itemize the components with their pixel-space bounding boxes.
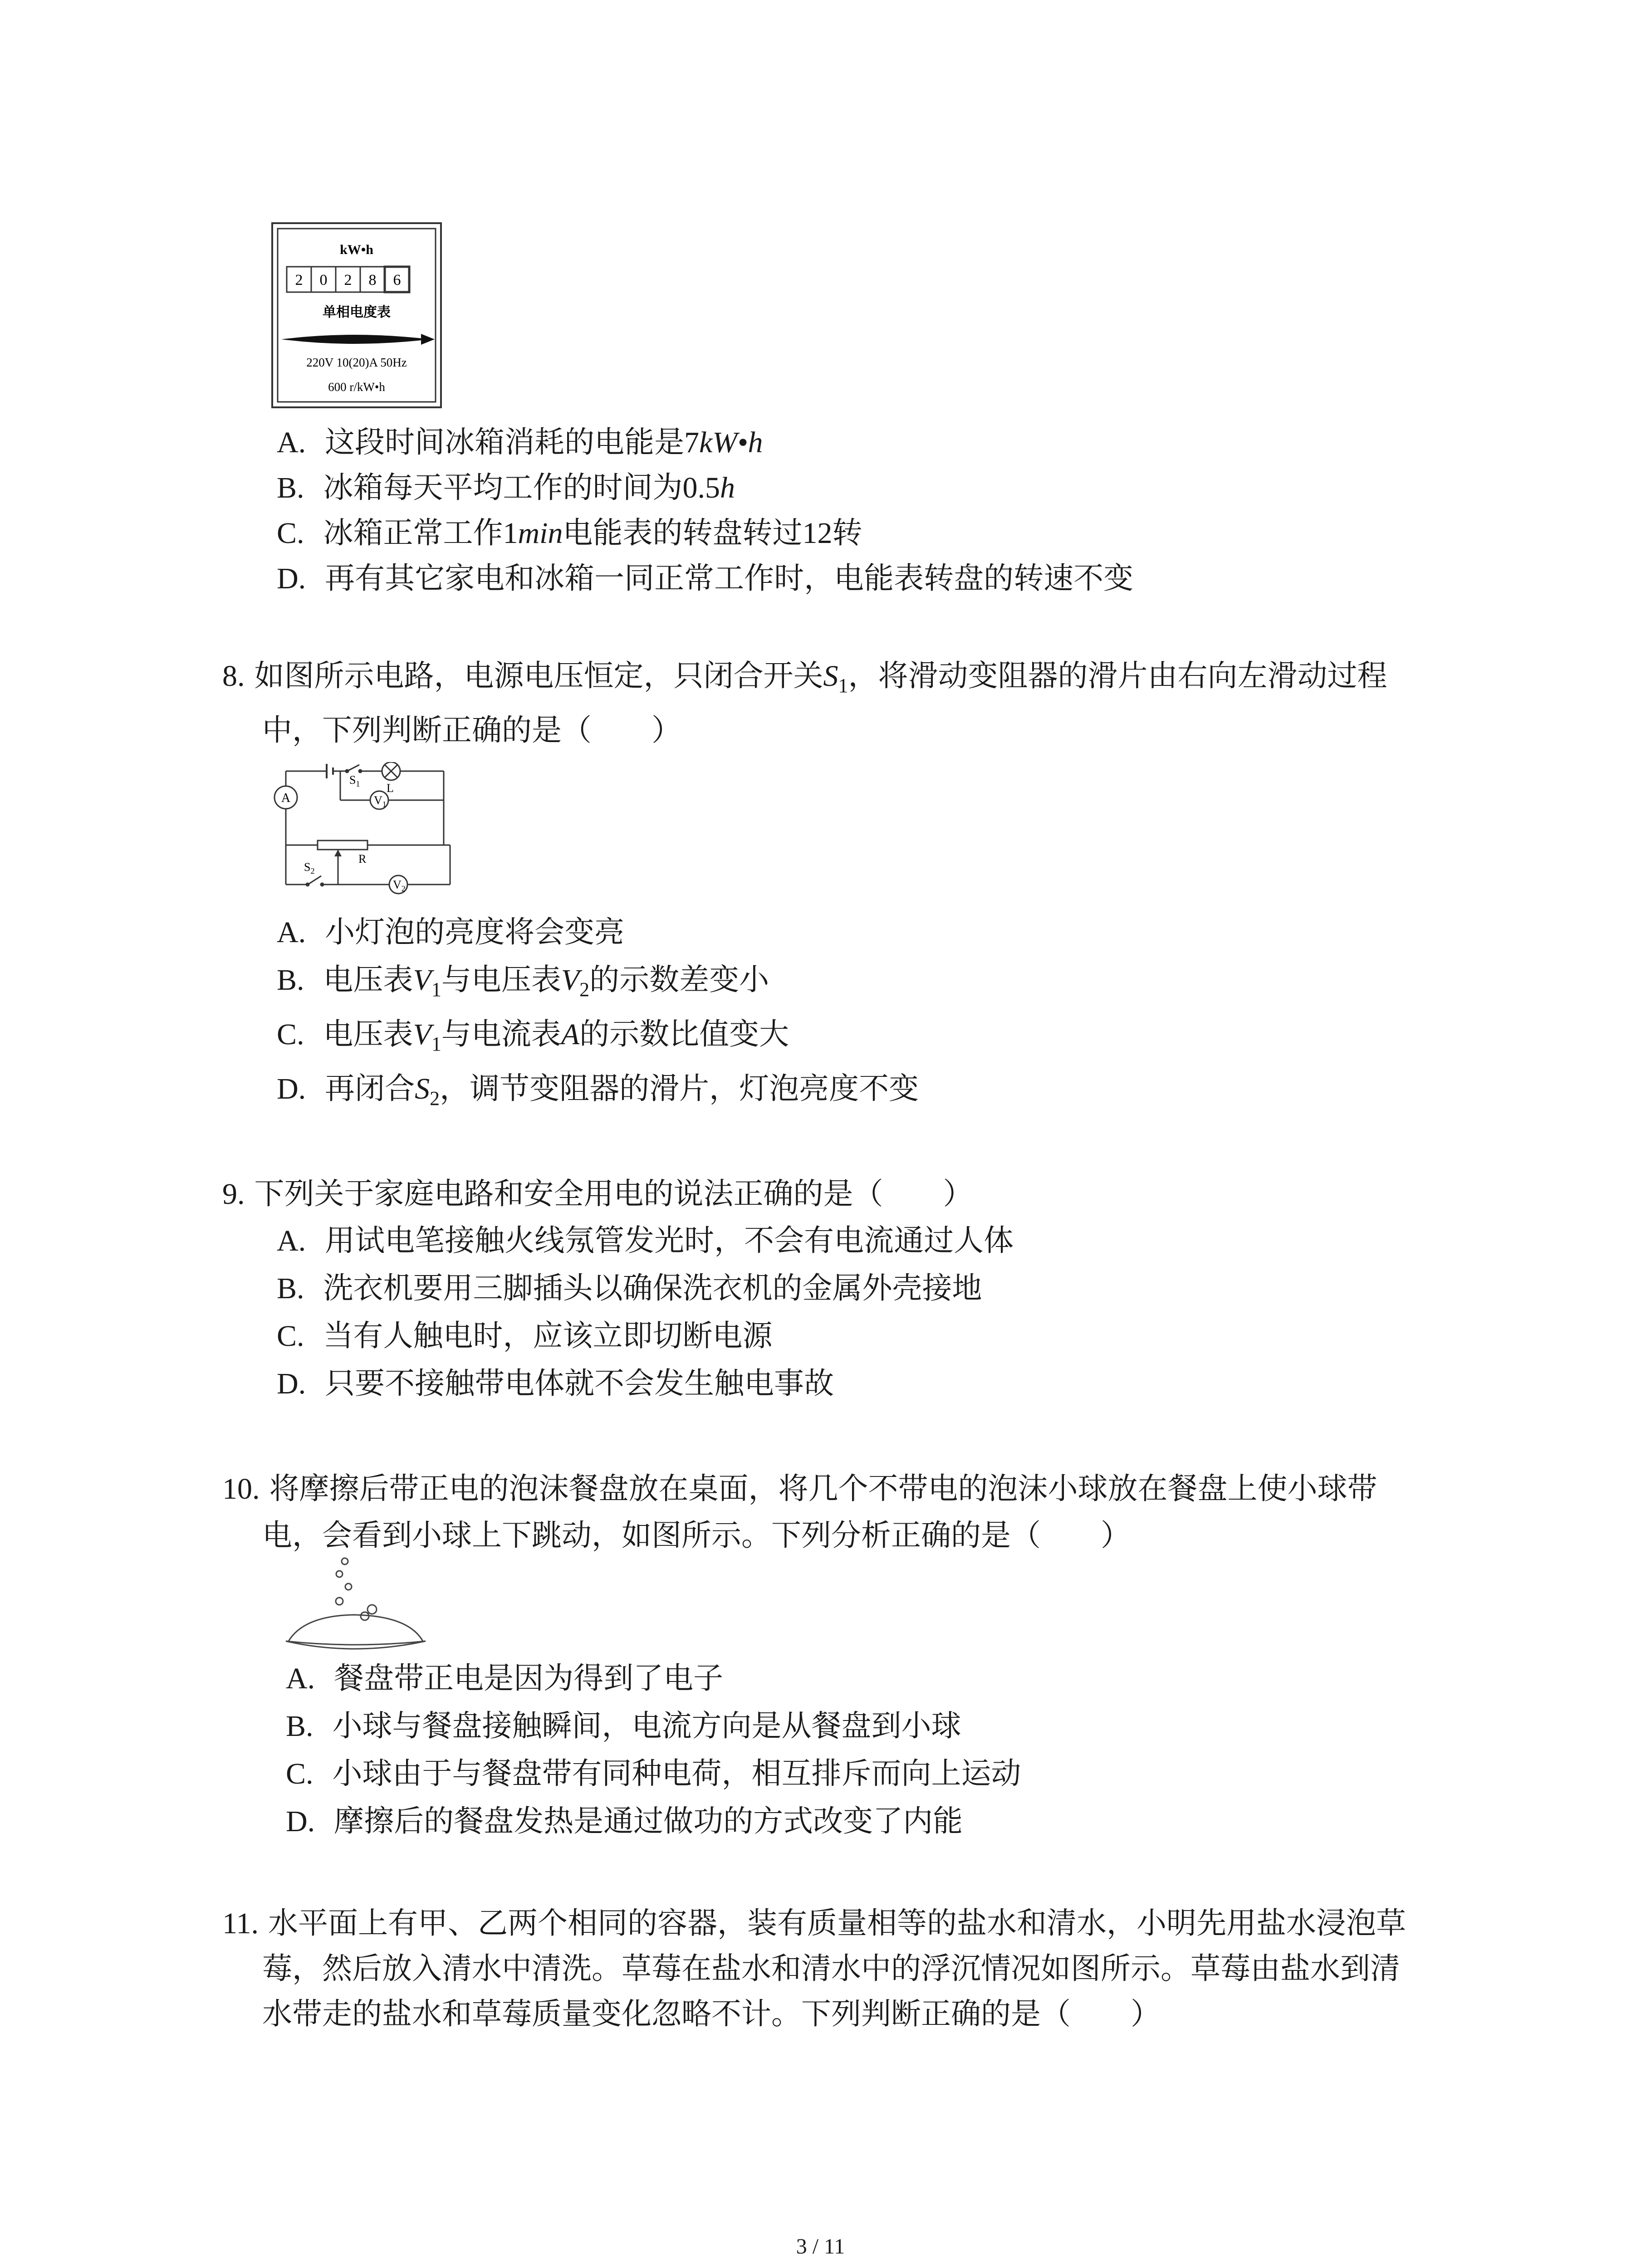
- q10-stem-line-1: 10. 将摩擦后带正电的泡沫餐盘放在桌面，将几个不带电的泡沫小球放在餐盘上使小球带: [222, 1471, 1377, 1506]
- q9-option-b: B. 洗衣机要用三脚插头以确保洗衣机的金属外壳接地: [277, 1271, 982, 1305]
- meter-digit-2: 0: [319, 272, 328, 288]
- q9-option-c: C. 当有人触电时，应该立即切断电源: [277, 1318, 773, 1353]
- q7-option-b: B. 冰箱每天平均工作的时间为0.5h: [277, 470, 735, 505]
- s1-label: $S_1$: [349, 773, 360, 788]
- meter-unit: kW•h: [340, 242, 373, 257]
- lamp-label: L: [387, 782, 394, 795]
- q11-stem-line-1: 11. 水平面上有甲、乙两个相同的容器，装有质量相等的盐水和清水，小明先用盐水浸泡草: [222, 1906, 1406, 1941]
- q8-stem-line-2: 中，下列判断正确的是（ ）: [262, 713, 681, 748]
- q9-option-d: D. 只要不接触带电体就不会发生触电事故: [277, 1366, 834, 1401]
- s2-label: $S_2$: [304, 860, 315, 875]
- q10-plate-figure: [277, 1556, 431, 1656]
- q11-stem-line-2: 莓，然后放入清水中清洗。草莓在盐水和清水中的浮沉情况如图所示。草莓由盐水到清: [262, 1951, 1400, 1986]
- q10-option-c: C. 小球由于与餐盘带有同种电荷，相互排斥而向上运动: [286, 1756, 1021, 1791]
- meter-title: 单相电度表: [323, 304, 391, 320]
- ammeter-label: A: [281, 791, 291, 805]
- meter-digit-5: 6: [393, 272, 401, 288]
- q10-option-a: A. 餐盘带正电是因为得到了电子: [286, 1661, 724, 1696]
- q10-option-d: D. 摩擦后的餐盘发热是通过做功的方式改变了内能: [286, 1804, 963, 1838]
- q7-option-c: C. 冰箱正常工作1min电能表的转盘转过12转: [277, 515, 862, 550]
- meter-digit-3: 2: [344, 272, 352, 288]
- q8-option-d: D. 再闭合$S_2$，调节变阻器的滑片，灯泡亮度不变: [277, 1071, 919, 1110]
- meter-arrow: [281, 335, 430, 344]
- q9-stem: 9. 下列关于家庭电路和安全用电的说法正确的是（ ）: [222, 1176, 973, 1211]
- meter-digit-1: 2: [295, 272, 303, 288]
- meter-digit-4: 8: [368, 272, 377, 288]
- q7-option-a: A. 这段时间冰箱消耗的电能是7kW•h: [277, 425, 763, 459]
- page-number: 3 / 11: [796, 2234, 845, 2258]
- q8-stem-line-1: 8. 如图所示电路，电源电压恒定，只闭合开关$S_1$，将滑动变阻器的滑片由右向左滑动过程: [222, 658, 1387, 697]
- q8-option-a: A. 小灯泡的亮度将会变亮: [277, 914, 625, 949]
- v2-label: $V_2$: [393, 878, 406, 893]
- q10-stem-line-2: 电，会看到小球上下跳动，如图所示。下列分析正确的是（ ）: [262, 1518, 1131, 1553]
- electric-meter-figure: [271, 222, 442, 408]
- meter-rev: 600 r/kW•h: [328, 380, 385, 394]
- q8-circuit-diagram: [268, 762, 495, 903]
- q7-option-d: D. 再有其它家电和冰箱一同正常工作时，电能表转盘的转速不变: [277, 561, 1134, 596]
- q8-option-b: B. 电压表$V_1$与电压表$V_2$的示数差变小: [277, 962, 769, 1001]
- q10-option-b: B. 小球与餐盘接触瞬间，电流方向是从餐盘到小球: [286, 1708, 961, 1743]
- q8-option-c: C. 电压表$V_1$与电流表A的示数比值变大: [277, 1017, 789, 1055]
- v1-label: $V_1$: [374, 794, 387, 809]
- q11-stem-line-3: 水带走的盐水和草莓质量变化忽略不计。下列判断正确的是（ ）: [262, 1996, 1161, 2031]
- q9-option-a: A. 用试电笔接触火线氖管发光时，不会有电流通过人体: [277, 1223, 1014, 1258]
- meter-spec: 220V 10(20)A 50Hz: [306, 356, 407, 369]
- rheostat-label: R: [358, 852, 367, 865]
